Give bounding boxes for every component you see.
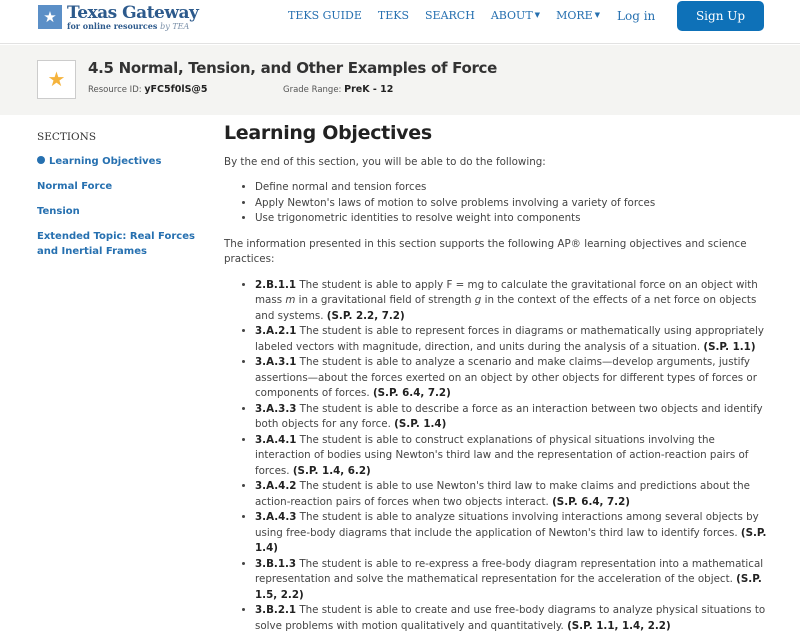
logo-by: by TEA (160, 22, 190, 31)
objective-code: 2.B.1.1 (255, 278, 297, 291)
section-heading: Learning Objectives (224, 122, 432, 144)
nav-teks[interactable]: TEKS (377, 9, 409, 22)
science-practice: (S.P. 1.1, 1.4, 2.2) (567, 619, 671, 632)
sidebar-item-normal-force[interactable]: Normal Force (37, 181, 113, 192)
page-title: 4.5 Normal, Tension, and Other Examples of Force (88, 59, 498, 77)
resource-id-value: yFC5f0lS@5 (144, 84, 208, 95)
objective-text: The student is able to represent forces in diagrams or mathematically using appropriately labeled vectors with magnitude, direction, and units during the analysis of a situation. (255, 325, 764, 353)
list-item (255, 510, 769, 557)
logo-subtitle: for online resources (67, 21, 158, 31)
objective-text: The student is able to re-express a free-body diagram representation into a mathematical representation and solve the mathematical representation for the acceleration of the object. (255, 557, 764, 585)
ap-intro-text: The information presented in this section supports the following AP® learning objectives and science practices: (224, 237, 747, 265)
objective-code: 3.A.3.1 (255, 356, 297, 368)
science-practice: (S.P. 1.1) (703, 340, 756, 353)
science-practice: (S.P. 1.5, 2.2) (255, 573, 762, 601)
sidebar-item-label: Learning Objectives (49, 156, 162, 167)
intro-text: By the end of this section, you will be able to do the following: (224, 155, 546, 168)
nav-about-label: ABOUT (490, 9, 533, 22)
site-header (0, 0, 800, 44)
objective-code: 3.A.4.3 (255, 511, 297, 523)
sidebar-item-extended-topic[interactable]: Extended Topic: Real Forces and Inertial Frames (37, 231, 195, 257)
objective-text: The student is able to describe a force as an interaction between two objects and identify both objects for any force. (255, 402, 763, 430)
science-practice: (S.P. 6.4, 7.2) (372, 387, 451, 399)
star-icon: ★ (38, 5, 62, 29)
objective-code: 3.A.4.1 (255, 433, 297, 446)
sections-sidebar (37, 131, 212, 269)
list-item (255, 278, 769, 325)
list-item (255, 557, 769, 604)
resource-id-label: Resource ID: (88, 85, 142, 95)
objective-text: The student is able to create and use free-body diagrams to analyze physical situations to solve problems with motion qualitatively and quantitatively. (255, 604, 766, 632)
objective-text: in the context of the effects of a net force on objects and systems. (255, 294, 757, 322)
list-item: • Use trigonometric identities to resolve weight into components (255, 211, 769, 227)
objectives-list (255, 278, 769, 635)
caret-down-icon: ▼ (594, 11, 601, 19)
resource-id (88, 84, 208, 95)
list-item (255, 402, 769, 433)
logo-title: Texas Gateway (67, 3, 199, 23)
login-link[interactable]: Log in (617, 9, 656, 23)
list-item: • Define normal and tension forces (255, 180, 769, 196)
objective-code: 3.A.3.3 (255, 402, 297, 415)
objective-code: 3.A.4.2 (255, 480, 297, 492)
sidebar-item-tension[interactable]: Tension (37, 206, 80, 217)
variable-g: g (474, 294, 482, 306)
objective-text: The student is able to analyze situations involving interactions among several objects by using free-body diagrams that include the application of Newton's third law to identify forces. (255, 511, 759, 539)
grade-range (283, 84, 393, 95)
science-practice: (S.P. 6.4, 7.2) (552, 495, 630, 508)
list-item (255, 603, 769, 634)
list-item (255, 355, 769, 402)
science-practice: (S.P. 1.4) (255, 526, 767, 554)
sections-heading: SECTIONS (37, 131, 97, 143)
objective-code: 3.B.2.1 (255, 604, 297, 616)
objective-text: The student is able to analyze a scenario and make claims—develop arguments, justify assertions—about the forces exerted on an object by other objects for different types of forces or components of forces. (255, 356, 757, 399)
list-item (255, 479, 769, 510)
main-content (224, 122, 769, 644)
texas-gateway-logo[interactable] (38, 4, 198, 31)
signup-button[interactable]: Sign Up (677, 1, 764, 31)
variable-m: m (285, 294, 296, 306)
objective-text: The student is able to construct explanations of physical situations involving the interaction of bodies using Newton's third law and the representation of action-reaction pairs of forces. (255, 433, 749, 477)
science-practice: (S.P. 1.4) (394, 418, 447, 430)
nav-search[interactable]: SEARCH (425, 9, 475, 22)
list-item: • Apply Newton's laws of motion to solve problems involving a variety of forces (255, 196, 769, 212)
nav-more[interactable] (556, 9, 600, 22)
objective-text: The student is able to apply F = mg to calculate the gravitational force on an object with mass (255, 278, 758, 306)
list-item (255, 324, 769, 355)
objective-text: in a gravitational field of strength (295, 294, 475, 306)
active-dot-icon (37, 156, 45, 164)
main-nav (288, 9, 616, 22)
nav-more-label: MORE (556, 9, 593, 22)
favorite-star-icon[interactable]: ★ (37, 60, 76, 99)
grade-range-label: Grade Range: (283, 85, 342, 95)
nav-about[interactable] (491, 9, 540, 22)
science-practice: (S.P. 2.2, 7.2) (326, 309, 405, 322)
objective-code: 3.B.1.3 (255, 557, 297, 570)
resource-banner (0, 45, 800, 115)
list-item (255, 433, 769, 480)
sidebar-item-learning-objectives[interactable] (37, 154, 212, 169)
science-practice: (S.P. 1.4, 6.2) (292, 464, 371, 477)
objective-text: The student is able to use Newton's third law to make claims and predictions about the action-reaction pairs of forces when two objects interact. (255, 480, 750, 508)
goals-list (255, 180, 769, 227)
nav-teks-guide[interactable]: TEKS GUIDE (288, 9, 362, 22)
grade-range-value: PreK - 12 (344, 84, 394, 95)
objective-code: 3.A.2.1 (255, 325, 297, 337)
caret-down-icon: ▼ (534, 11, 541, 19)
